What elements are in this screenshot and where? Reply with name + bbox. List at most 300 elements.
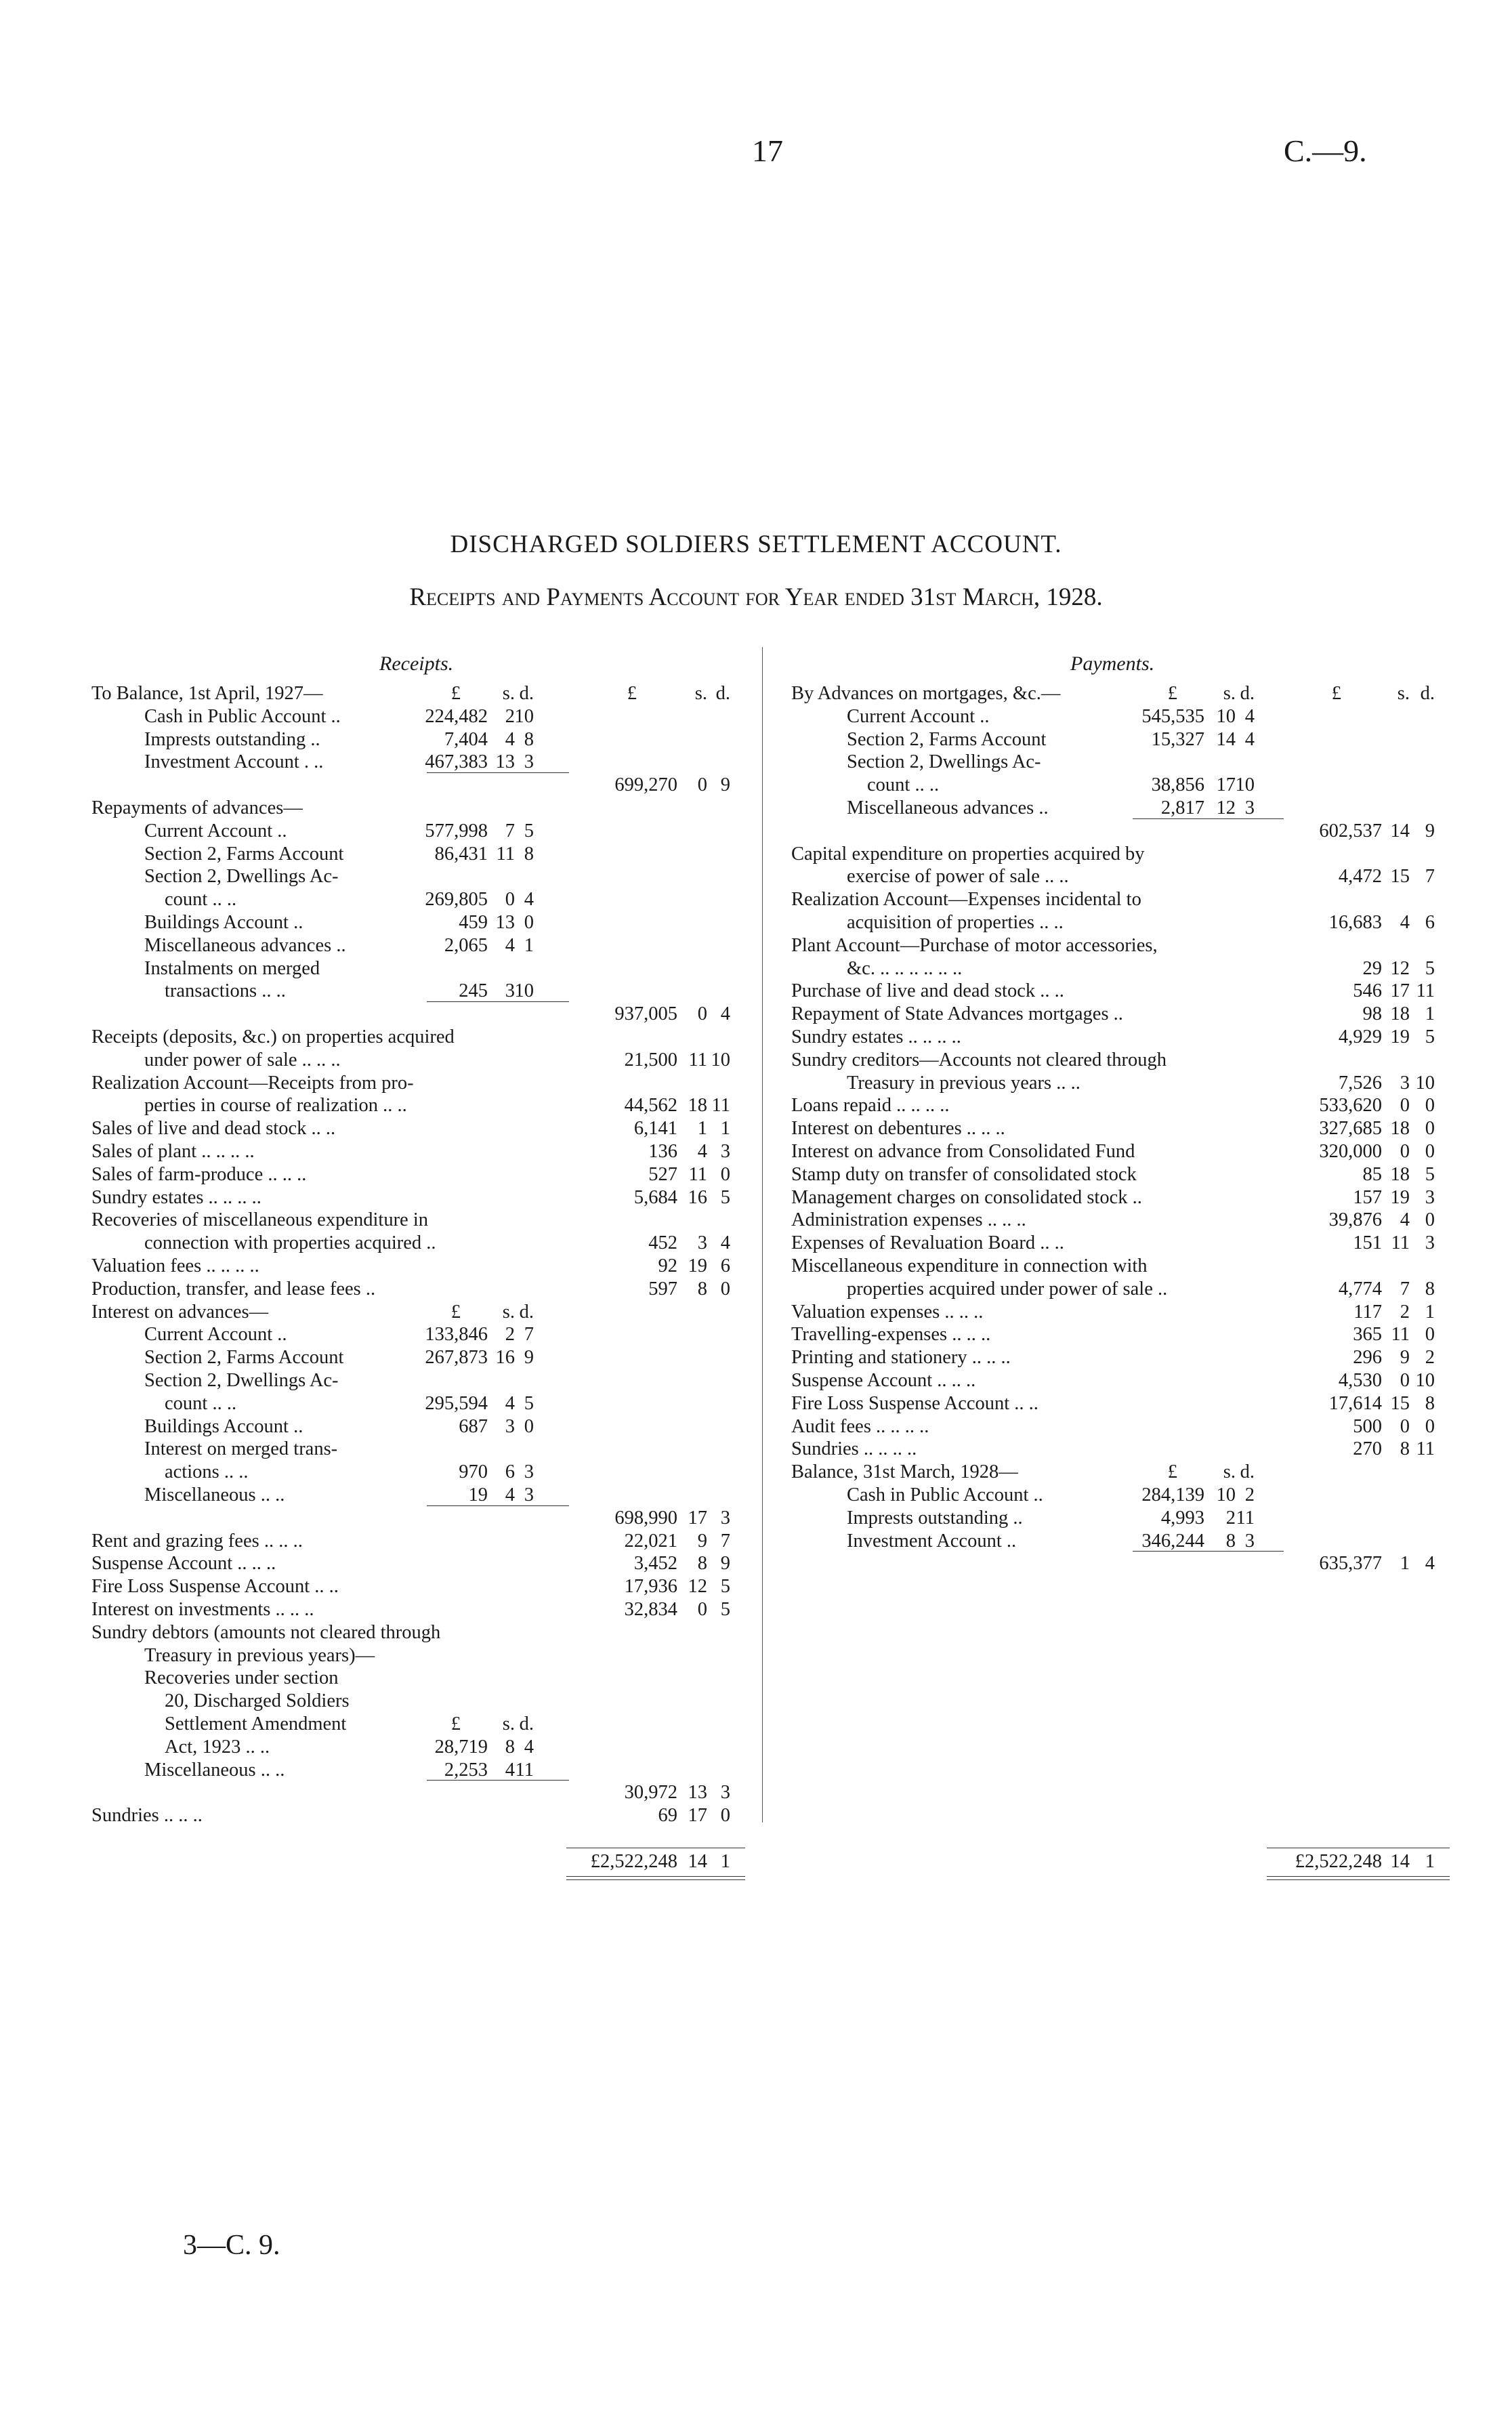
receipts-label: count .. .. — [165, 889, 237, 911]
receipts-label: perties in course of realization .. .. — [144, 1095, 407, 1117]
receipts-label: Realization Account—Receipts from pro- — [91, 1072, 414, 1094]
receipts-sub-pounds: 269,805 — [425, 889, 488, 911]
payments-label: Stamp duty on transfer of consolidated stock — [791, 1163, 1137, 1185]
receipts-pounds: 22,021 — [624, 1530, 677, 1552]
receipts-sub-pound-heading: £ — [450, 1301, 461, 1323]
receipts-shillings: 11 — [688, 1049, 707, 1070]
receipts-label: under power of sale .. .. .. — [144, 1049, 341, 1070]
receipts-sub-pounds: 467,383 — [425, 751, 488, 773]
receipts-sub-shillings: 16 — [495, 1347, 515, 1369]
payments-label: By Advances on mortgages, &c.— — [791, 683, 1061, 704]
payments-sub-pence: 10 — [1235, 774, 1255, 796]
payments-shillings: 3 — [1400, 1072, 1410, 1094]
receipts-label: Receipts (deposits, &c.) on properties acquired — [91, 1026, 455, 1047]
receipts-pence: 3 — [720, 1507, 730, 1529]
payments-pence: 3 — [1425, 1186, 1435, 1208]
receipts-label: Current Account .. — [144, 820, 287, 841]
payments-label: Plant Account—Purchase of motor accessories, — [791, 934, 1158, 956]
receipts-sub-shillings: 7 — [505, 820, 515, 841]
payments-shillings: 15 — [1390, 1392, 1410, 1414]
payments-label: Interest on debentures .. .. .. — [791, 1118, 1005, 1140]
receipts-pounds: 452 — [648, 1232, 677, 1254]
receipts-sub-pounds: 19 — [468, 1484, 488, 1505]
payments-sub-shillings: 10 — [1216, 1484, 1236, 1505]
receipts-sub-pence: 3 — [524, 1484, 534, 1505]
payments-sub-pence-heading: d. — [1240, 1461, 1255, 1483]
receipts-sub-pence: 3 — [524, 751, 534, 773]
receipts-pence: 5 — [720, 1599, 730, 1620]
receipts-label: Interest on investments .. .. .. — [91, 1599, 314, 1620]
receipts-pence: 0 — [720, 1805, 730, 1827]
receipts-sub-pounds: 86,431 — [434, 843, 488, 865]
payments-label: Current Account .. — [847, 705, 990, 727]
payments-total-row — [0, 1850, 1512, 1873]
payments-total-pence: 1 — [1425, 1850, 1435, 1872]
receipts-sub-pounds: 970 — [459, 1461, 488, 1483]
receipts-sub-shillings: 4 — [505, 1392, 515, 1414]
receipts-sub-pence: 10 — [514, 980, 534, 1002]
payments-row — [0, 1255, 1512, 1278]
receipts-shilling-heading: s. — [694, 683, 707, 704]
receipts-sub-pence-heading: d. — [519, 1713, 534, 1734]
payments-row — [0, 797, 1512, 820]
payments-subtotal-rule — [1133, 818, 1284, 819]
payments-sub-pounds: 4,993 — [1160, 1507, 1204, 1529]
payments-shillings: 0 — [1400, 1415, 1410, 1437]
payments-pounds: 296 — [1353, 1347, 1382, 1369]
receipts-label: Repayments of advances— — [91, 797, 303, 818]
receipts-sub-shillings: 6 — [505, 1461, 515, 1483]
receipts-sub-shillings: 13 — [495, 751, 515, 773]
payments-pence: 10 — [1415, 1370, 1435, 1391]
payments-pounds: 4,530 — [1338, 1370, 1382, 1391]
receipts-label: Sales of live and dead stock .. .. — [91, 1118, 336, 1140]
receipts-label: Interest on advances— — [91, 1301, 269, 1323]
payments-pence: 0 — [1425, 1415, 1435, 1437]
payments-shillings: 11 — [1391, 1324, 1410, 1346]
payments-pence: 11 — [1416, 980, 1435, 1002]
payments-row — [0, 1094, 1512, 1117]
payments-label: Miscellaneous advances .. — [847, 797, 1049, 818]
payments-pence: 2 — [1425, 1347, 1435, 1369]
receipts-pounds: £2,522,248 — [590, 1850, 677, 1872]
receipts-pounds: 136 — [648, 1141, 677, 1162]
receipts-sub-pounds: 28,719 — [434, 1736, 488, 1758]
receipts-sub-pence: 3 — [524, 1461, 534, 1483]
payments-pounds: 327,685 — [1319, 1118, 1382, 1140]
receipts-shillings: 4 — [697, 1141, 707, 1162]
payments-sub-shillings: 14 — [1216, 728, 1236, 750]
receipts-pence: 9 — [720, 1553, 730, 1575]
receipts-sub-pounds: 459 — [459, 912, 488, 933]
payments-total-shillings: 14 — [1390, 1850, 1410, 1872]
receipts-label: Section 2, Farms Account — [144, 1347, 344, 1369]
payments-row — [0, 1484, 1512, 1507]
receipts-label: Instalments on merged — [144, 957, 320, 979]
receipts-pence: 3 — [720, 1782, 730, 1804]
receipts-sub-pence: 9 — [524, 1347, 534, 1369]
payments-shillings: 11 — [1391, 1232, 1410, 1254]
payments-shillings: 2 — [1400, 1301, 1410, 1323]
payments-row — [0, 1186, 1512, 1209]
receipts-label: Recoveries of miscellaneous expenditure in — [91, 1209, 428, 1231]
receipts-label: Valuation fees .. .. .. .. — [91, 1255, 259, 1276]
receipts-label: Miscellaneous .. .. — [144, 1484, 285, 1505]
payments-sub-shillings: 2 — [1225, 1507, 1236, 1529]
receipts-sub-pence: 4 — [524, 889, 534, 911]
payments-pounds: 29 — [1362, 957, 1382, 979]
payments-row — [0, 1003, 1512, 1026]
payments-sub-pounds: 2,817 — [1160, 797, 1204, 818]
receipts-shillings: 0 — [697, 1599, 707, 1620]
receipts-shillings: 8 — [697, 1553, 707, 1575]
payments-subtotal-rule — [1133, 1551, 1284, 1552]
receipts-pence: 4 — [720, 1003, 730, 1025]
receipts-pence: 0 — [720, 1163, 730, 1185]
receipts-label: Sundry debtors (amounts not cleared through — [91, 1621, 441, 1643]
payments-pounds: 4,472 — [1338, 866, 1382, 888]
receipts-sub-pounds: 7,404 — [444, 728, 488, 750]
payments-row — [0, 1117, 1512, 1140]
receipts-label: Rent and grazing fees .. .. .. — [91, 1530, 303, 1552]
receipts-sub-pounds: 577,998 — [425, 820, 488, 841]
payments-pence: 1 — [1425, 1301, 1435, 1323]
receipts-sub-shillings: 8 — [505, 1736, 515, 1758]
receipts-sub-pounds: 295,594 — [425, 1392, 488, 1414]
payments-pence: 0 — [1425, 1118, 1435, 1140]
payments-pounds: 4,774 — [1338, 1278, 1382, 1299]
payments-row — [0, 957, 1512, 980]
payments-sub-pounds: 346,244 — [1141, 1530, 1204, 1552]
receipts-row — [0, 1713, 1512, 1736]
receipts-pence: 10 — [711, 1049, 730, 1070]
payments-row — [0, 911, 1512, 934]
payments-pounds: 16,683 — [1328, 912, 1382, 933]
receipts-pence: 3 — [720, 1141, 730, 1162]
payments-pounds: 4,929 — [1338, 1026, 1382, 1047]
payments-pence: 1 — [1425, 1003, 1435, 1025]
receipts-pounds: 21,500 — [624, 1049, 677, 1070]
payments-row — [0, 1209, 1512, 1232]
receipts-sub-shillings: 13 — [495, 912, 515, 933]
payments-label: exercise of power of sale .. .. — [847, 866, 1069, 888]
receipts-label: To Balance, 1st April, 1927— — [91, 683, 323, 704]
payments-sub-shillings: 8 — [1225, 1530, 1236, 1552]
receipts-sub-pence: 0 — [524, 1415, 534, 1437]
payments-shillings: 19 — [1390, 1186, 1410, 1208]
receipts-sub-pound-heading: £ — [450, 1713, 461, 1734]
receipts-label: Settlement Amendment — [165, 1713, 347, 1734]
receipts-shillings: 3 — [697, 1232, 707, 1254]
payments-pounds: 635,377 — [1319, 1553, 1382, 1575]
receipts-sub-shilling-heading: s. — [502, 1713, 515, 1734]
payments-label: Investment Account .. — [847, 1530, 1017, 1552]
receipts-pounds: 17,936 — [624, 1576, 677, 1598]
payments-label: Expenses of Revaluation Board .. .. — [791, 1232, 1064, 1254]
receipts-pounds: 698,990 — [614, 1507, 677, 1529]
receipts-label: Interest on merged trans- — [144, 1438, 338, 1460]
receipts-label: Treasury in previous years)— — [144, 1644, 375, 1666]
payments-label: Balance, 31st March, 1928— — [791, 1461, 1018, 1483]
receipts-label: Section 2, Dwellings Ac- — [144, 866, 339, 888]
receipts-pounds: 6,141 — [633, 1118, 677, 1140]
payments-total-pounds: £2,522,248 — [1295, 1850, 1382, 1872]
payments-row — [0, 1369, 1512, 1392]
payments-row — [0, 751, 1512, 774]
receipts-sub-pounds: 687 — [459, 1415, 488, 1437]
receipts-sub-pounds: 2,253 — [444, 1759, 488, 1781]
receipts-label: Current Account .. — [144, 1324, 287, 1346]
receipts-pounds: 30,972 — [624, 1782, 677, 1804]
payments-sub-shillings: 10 — [1216, 705, 1236, 727]
payments-pence: 5 — [1425, 1163, 1435, 1185]
payments-label: Printing and stationery .. .. .. — [791, 1347, 1011, 1369]
receipts-sub-pence-heading: d. — [519, 1301, 534, 1323]
receipts-sub-shilling-heading: s. — [502, 1301, 515, 1323]
payments-pence: 7 — [1425, 866, 1435, 888]
payments-label: acquisition of properties .. .. — [847, 912, 1064, 933]
payments-sub-pence: 2 — [1244, 1484, 1255, 1505]
document-code: C.—9. — [1284, 133, 1367, 168]
receipts-pence: 7 — [720, 1530, 730, 1552]
receipts-shillings: 13 — [688, 1782, 707, 1804]
payments-sub-pence: 3 — [1244, 797, 1255, 818]
receipts-pence: 11 — [711, 1095, 730, 1117]
payments-label: Miscellaneous expenditure in connection with — [791, 1255, 1148, 1276]
receipts-row — [0, 1759, 1512, 1782]
payments-row — [0, 980, 1512, 1003]
payments-label: Treasury in previous years .. .. — [847, 1072, 1080, 1094]
payments-pence-heading: d. — [1240, 683, 1255, 704]
receipts-label: Act, 1923 .. .. — [165, 1736, 270, 1758]
receipts-row — [0, 1598, 1512, 1621]
payments-label: Capital expenditure on properties acquired by — [791, 843, 1145, 865]
payments-row — [0, 820, 1512, 843]
payments-sub-pounds: 38,856 — [1151, 774, 1204, 796]
payments-label: Sundry estates .. .. .. .. — [791, 1026, 961, 1047]
receipts-label: Sundry estates .. .. .. .. — [91, 1186, 261, 1208]
payments-shillings: 19 — [1390, 1026, 1410, 1047]
payments-sub-pence: 4 — [1244, 705, 1255, 727]
payments-sub-shillings: 17 — [1216, 774, 1236, 796]
payments-pence: 4 — [1425, 1553, 1435, 1575]
payments-label: Loans repaid .. .. .. .. — [791, 1095, 950, 1117]
receipts-label: 20, Discharged Soldiers — [165, 1690, 350, 1712]
receipts-pounds: 92 — [658, 1255, 677, 1276]
payments-pence: 0 — [1425, 1324, 1435, 1346]
receipts-row — [0, 1690, 1512, 1713]
receipts-sub-shillings: 3 — [505, 1415, 515, 1437]
receipts-sub-pounds: 133,846 — [425, 1324, 488, 1346]
receipts-sub-pence: 5 — [524, 1392, 534, 1414]
payments-pence: 6 — [1425, 912, 1435, 933]
payments-row — [0, 1072, 1512, 1095]
receipts-label: Investment Account . .. — [144, 751, 324, 773]
receipts-sub-shillings: 4 — [505, 728, 515, 750]
receipts-double-rule — [566, 1876, 745, 1880]
payments-pence: 3 — [1425, 1232, 1435, 1254]
receipts-pounds: 44,562 — [624, 1095, 677, 1117]
payments-sub-shillings: 12 — [1216, 797, 1236, 818]
payments-label: &c. .. .. .. .. .. .. — [847, 957, 963, 979]
payments-row — [0, 1530, 1512, 1553]
receipts-label: connection with properties acquired .. — [144, 1232, 436, 1254]
payments-pounds: 500 — [1353, 1415, 1382, 1437]
payments-shillings: 15 — [1390, 866, 1410, 888]
payments-label: Section 2, Farms Account — [847, 728, 1047, 750]
payments-shillings: 1 — [1400, 1553, 1410, 1575]
payments-pounds: 270 — [1353, 1438, 1382, 1460]
payments-label: count .. .. — [867, 774, 940, 796]
payments-pence: 10 — [1415, 1072, 1435, 1094]
payments-shillings: 0 — [1400, 1095, 1410, 1117]
receipts-shillings: 9 — [697, 1530, 707, 1552]
receipts-pence-heading: d. — [519, 683, 534, 704]
payments-pounds: 98 — [1362, 1003, 1382, 1025]
payments-row — [0, 1278, 1512, 1301]
payments-row — [0, 934, 1512, 957]
receipts-pence: 4 — [720, 1232, 730, 1254]
payments-pence: 0 — [1425, 1141, 1435, 1162]
receipts-shillings: 18 — [688, 1095, 707, 1117]
receipts-label: Suspense Account .. .. .. — [91, 1553, 276, 1575]
receipts-sub-shillings: 2 — [505, 1324, 515, 1346]
payments-row — [0, 843, 1512, 866]
receipts-shillings: 16 — [688, 1186, 707, 1208]
payments-heading: Payments. — [1070, 652, 1155, 675]
receipts-shilling-heading: s. — [502, 683, 515, 704]
receipts-label: count .. .. — [165, 1392, 237, 1414]
receipts-label: Cash in Public Account .. — [144, 705, 341, 727]
receipts-label: Fire Loss Suspense Account .. .. — [91, 1576, 339, 1598]
receipts-label: Buildings Account .. — [144, 1415, 303, 1437]
receipts-sub-shillings: 4 — [505, 1484, 515, 1505]
receipts-shillings: 1 — [697, 1118, 707, 1140]
payments-shillings: 18 — [1390, 1118, 1410, 1140]
receipts-pounds: 699,270 — [614, 774, 677, 796]
payments-row — [0, 705, 1512, 728]
receipts-pounds: 69 — [658, 1805, 677, 1827]
payments-row — [0, 728, 1512, 751]
receipts-subtotal-rule — [427, 1780, 569, 1781]
payments-sub-pence: 11 — [1236, 1507, 1255, 1529]
payments-pound-heading: £ — [1331, 683, 1341, 704]
receipts-sub-shillings: 2 — [505, 705, 515, 727]
receipts-pounds: 527 — [648, 1163, 677, 1185]
payments-label: Sundries .. .. .. .. — [791, 1438, 917, 1460]
receipts-label: Imprests outstanding .. — [144, 728, 320, 750]
payments-label: Interest on advance from Consolidated Fund — [791, 1141, 1135, 1162]
receipts-label: Production, transfer, and lease fees .. — [91, 1278, 376, 1299]
payments-row — [0, 1438, 1512, 1461]
receipts-row — [0, 1644, 1512, 1667]
receipts-pence: 5 — [720, 1186, 730, 1208]
receipts-sub-shillings: 3 — [505, 980, 515, 1002]
payments-pence: 11 — [1416, 1438, 1435, 1460]
payments-label: properties acquired under power of sale .. — [847, 1278, 1168, 1299]
receipts-shillings: 17 — [688, 1805, 707, 1827]
receipts-label: Sales of plant .. .. .. .. — [91, 1141, 255, 1162]
receipts-label: Section 2, Farms Account — [144, 843, 344, 865]
payments-shillings: 0 — [1400, 1370, 1410, 1391]
payments-label: Management charges on consolidated stock .. — [791, 1186, 1142, 1208]
payments-pounds: 365 — [1353, 1324, 1382, 1346]
payments-shillings: 14 — [1390, 820, 1410, 841]
receipts-shillings: 11 — [688, 1163, 707, 1185]
payments-label: Sundry creditors—Accounts not cleared through — [791, 1049, 1167, 1070]
payments-shillings: 7 — [1400, 1278, 1410, 1299]
payments-pounds: 117 — [1353, 1301, 1382, 1323]
account-title: DISCHARGED SOLDIERS SETTLEMENT ACCOUNT. — [450, 531, 1062, 558]
payments-shillings: 4 — [1400, 912, 1410, 933]
receipts-label: actions .. .. — [165, 1461, 249, 1483]
payments-pence: 8 — [1425, 1392, 1435, 1414]
receipts-pound-heading: £ — [450, 683, 461, 704]
receipts-shillings: 14 — [688, 1850, 707, 1872]
receipts-row — [0, 1736, 1512, 1759]
receipts-label: Recoveries under section — [144, 1667, 339, 1689]
payments-shillings: 18 — [1390, 1163, 1410, 1185]
payments-label: Cash in Public Account .. — [847, 1484, 1043, 1505]
payments-label: Repayment of State Advances mortgages .. — [791, 1003, 1123, 1025]
receipts-pounds: 937,005 — [614, 1003, 677, 1025]
payments-label: Administration expenses .. .. .. — [791, 1209, 1026, 1231]
payments-row — [0, 1301, 1512, 1324]
payments-label: Realization Account—Expenses incidental to — [791, 889, 1141, 911]
receipts-label: Sales of farm-produce .. .. .. — [91, 1163, 307, 1185]
receipts-label: Miscellaneous .. .. — [144, 1759, 285, 1781]
receipts-label: Buildings Account .. — [144, 912, 303, 933]
receipts-row — [0, 1621, 1512, 1644]
receipts-sub-shillings: 4 — [505, 1759, 515, 1781]
receipts-row — [0, 1667, 1512, 1690]
payments-shillings: 0 — [1400, 1141, 1410, 1162]
receipts-pounds: 32,834 — [624, 1599, 677, 1620]
receipts-pence: 5 — [720, 1576, 730, 1598]
payments-row — [0, 1026, 1512, 1049]
receipts-row — [0, 1575, 1512, 1598]
payments-pounds: 17,614 — [1328, 1392, 1382, 1414]
receipts-sub-pence: 5 — [524, 820, 534, 841]
payments-pence: 5 — [1425, 957, 1435, 979]
receipts-sub-pence: 1 — [524, 934, 534, 956]
payments-row — [0, 1323, 1512, 1346]
receipts-sub-pounds: 267,873 — [425, 1347, 488, 1369]
payments-sub-pounds: 15,327 — [1151, 728, 1204, 750]
receipts-sub-pounds: 245 — [459, 980, 488, 1002]
payments-row — [0, 1346, 1512, 1369]
payments-shillings: 9 — [1400, 1347, 1410, 1369]
receipts-sub-shillings: 0 — [505, 889, 515, 911]
receipts-pence: 1 — [720, 1850, 730, 1872]
payments-shillings: 4 — [1400, 1209, 1410, 1231]
receipts-shillings: 8 — [697, 1278, 707, 1299]
payments-row — [0, 1552, 1512, 1575]
payments-shillings: 17 — [1390, 980, 1410, 1002]
payments-pence-heading: d. — [1420, 683, 1435, 704]
receipts-row — [0, 1781, 1512, 1804]
payments-pounds: 533,620 — [1319, 1095, 1382, 1117]
payments-shillings: 8 — [1400, 1438, 1410, 1460]
payments-pence: 8 — [1425, 1278, 1435, 1299]
payments-label: Suspense Account .. .. .. — [791, 1370, 976, 1391]
receipts-sub-pounds: 224,482 — [425, 705, 488, 727]
payments-label: Valuation expenses .. .. .. — [791, 1301, 984, 1323]
payments-sub-shilling-heading: s. — [1223, 1461, 1236, 1483]
payments-row — [0, 1163, 1512, 1186]
payments-row — [0, 1415, 1512, 1438]
receipts-row — [0, 1804, 1512, 1827]
